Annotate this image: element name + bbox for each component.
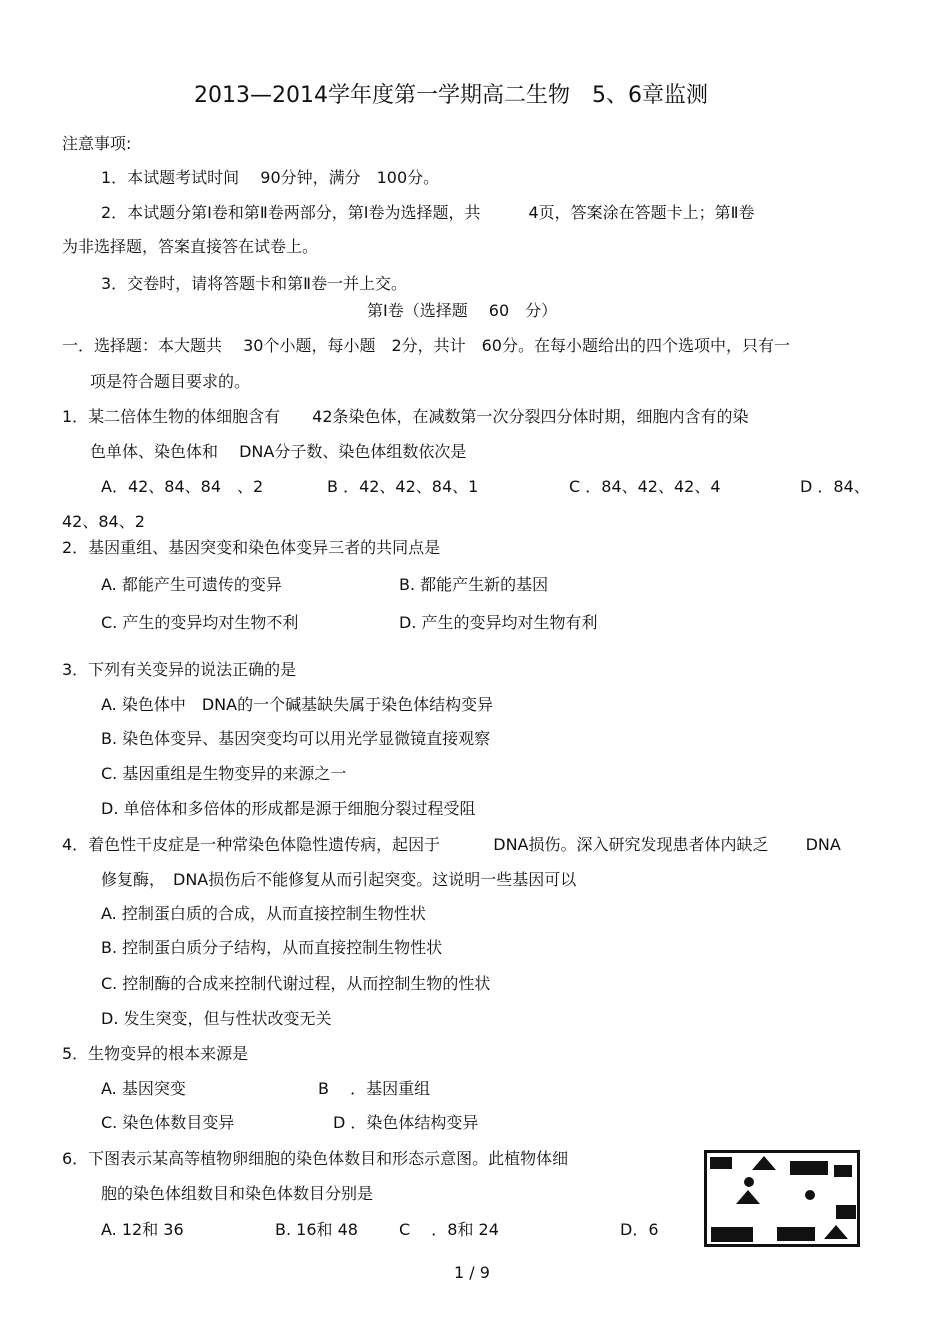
instructions-line-1: 一．选择题：本大题共 30个小题，每小题 2分，共计 60分。在每小题给出的四个选项中，只有一 bbox=[62, 336, 790, 355]
chromosome-shape bbox=[836, 1205, 856, 1219]
q6-option-d: D．6 bbox=[620, 1220, 659, 1239]
q2-option-a: A. 都能产生可遗传的变异 bbox=[101, 575, 282, 594]
chromosome-shape bbox=[790, 1161, 828, 1175]
chromosome-shape bbox=[824, 1225, 848, 1239]
q1-option-d: D ．84、 bbox=[800, 477, 870, 496]
q3-option-c: C. 基因重组是生物变异的来源之一 bbox=[101, 764, 347, 783]
note-2-line-2: 为非选择题，答案直接答在试卷上。 bbox=[62, 237, 319, 256]
q6-stem-line-2: 胞的染色体组数目和染色体数目分别是 bbox=[101, 1184, 374, 1203]
note-2-line-1: 2．本试题分第Ⅰ卷和第Ⅱ卷两部分，第Ⅰ卷为选择题，共 4页，答案涂在答题卡上；第Ⅱ卷 bbox=[101, 203, 755, 222]
q4-stem-line-2: 修复酶， DNA损伤后不能修复从而引起突变。这说明一些基因可以 bbox=[101, 870, 577, 889]
q1-option-b: B ．42、42、84、1 bbox=[327, 477, 479, 496]
q4-option-c: C. 控制酶的合成来控制代谢过程，从而控制生物的性状 bbox=[101, 974, 491, 993]
chromosome-shape bbox=[834, 1165, 852, 1177]
q1-stem-line-1: 1．某二倍体生物的体细胞含有 42条染色体，在减数第一次分裂四分体时期，细胞内含有的染 bbox=[62, 407, 749, 426]
chromosome-diagram bbox=[704, 1150, 860, 1247]
q5-option-c: C. 染色体数目变异 bbox=[101, 1113, 235, 1132]
q1-stem-line-2: 色单体、染色体和 DNA分子数、染色体组数依次是 bbox=[90, 442, 467, 461]
section-heading: 第Ⅰ卷（选择题 60 分） bbox=[367, 301, 558, 320]
q4-option-b: B. 控制蛋白质分子结构，从而直接控制生物性状 bbox=[101, 938, 443, 957]
q5-stem: 5．生物变异的根本来源是 bbox=[62, 1044, 249, 1063]
q3-option-a: A. 染色体中 DNA的一个碱基缺失属于染色体结构变异 bbox=[101, 695, 494, 714]
page-number: 1 / 9 bbox=[454, 1263, 490, 1282]
chromosome-shape bbox=[805, 1190, 815, 1200]
chromosome-shape bbox=[752, 1156, 776, 1170]
q3-option-b: B. 染色体变异、基因突变均可以用光学显微镜直接观察 bbox=[101, 729, 491, 748]
q4-stem-line-1: 4．着色性干皮症是一种常染色体隐性遗传病，起因于 DNA损伤。深入研究发现患者体内缺乏 DNA bbox=[62, 835, 841, 854]
q5-option-d: D ．染色体结构变异 bbox=[333, 1113, 479, 1132]
q3-stem: 3．下列有关变异的说法正确的是 bbox=[62, 660, 297, 679]
q6-option-c: C ．8和 24 bbox=[399, 1220, 499, 1239]
chromosome-shape bbox=[710, 1157, 732, 1169]
chromosome-shape bbox=[744, 1177, 754, 1187]
q2-option-d: D. 产生的变异均对生物有利 bbox=[399, 613, 598, 632]
q4-option-a: A. 控制蛋白质的合成，从而直接控制生物性状 bbox=[101, 904, 426, 923]
q6-option-a: A. 12和 36 bbox=[101, 1220, 184, 1239]
q6-option-b: B. 16和 48 bbox=[275, 1220, 358, 1239]
q2-stem: 2．基因重组、基因突变和染色体变异三者的共同点是 bbox=[62, 538, 441, 557]
chromosome-shape bbox=[777, 1227, 815, 1241]
q1-option-a: A．42、84、84 、2 bbox=[101, 477, 264, 496]
instructions-line-2: 项是符合题目要求的。 bbox=[90, 372, 251, 391]
q1-option-d-cont: 42、84、2 bbox=[62, 512, 145, 531]
chromosome-shape bbox=[736, 1190, 760, 1204]
q2-option-c: C. 产生的变异均对生物不利 bbox=[101, 613, 299, 632]
q1-option-c: C ．84、42、42、4 bbox=[569, 477, 721, 496]
q5-option-b: B ．基因重组 bbox=[318, 1079, 431, 1098]
chromosome-shape bbox=[711, 1227, 753, 1242]
q3-option-d: D. 单倍体和多倍体的形成都是源于细胞分裂过程受阻 bbox=[101, 799, 476, 818]
q5-option-a: A. 基因突变 bbox=[101, 1079, 186, 1098]
note-3: 3．交卷时，请将答题卡和第Ⅱ卷一并上交。 bbox=[101, 274, 408, 293]
q4-option-d: D. 发生突变，但与性状改变无关 bbox=[101, 1009, 332, 1028]
notes-heading: 注意事项: bbox=[62, 134, 132, 153]
page-title: 2013—2014学年度第一学期高二生物 5、6章监测 bbox=[194, 83, 708, 108]
note-1: 1．本试题考试时间 90分钟，满分 100分。 bbox=[101, 168, 440, 187]
q6-stem-line-1: 6．下图表示某高等植物卵细胞的染色体数目和形态示意图。此植物体细 bbox=[62, 1149, 569, 1168]
q2-option-b: B. 都能产生新的基因 bbox=[399, 575, 549, 594]
